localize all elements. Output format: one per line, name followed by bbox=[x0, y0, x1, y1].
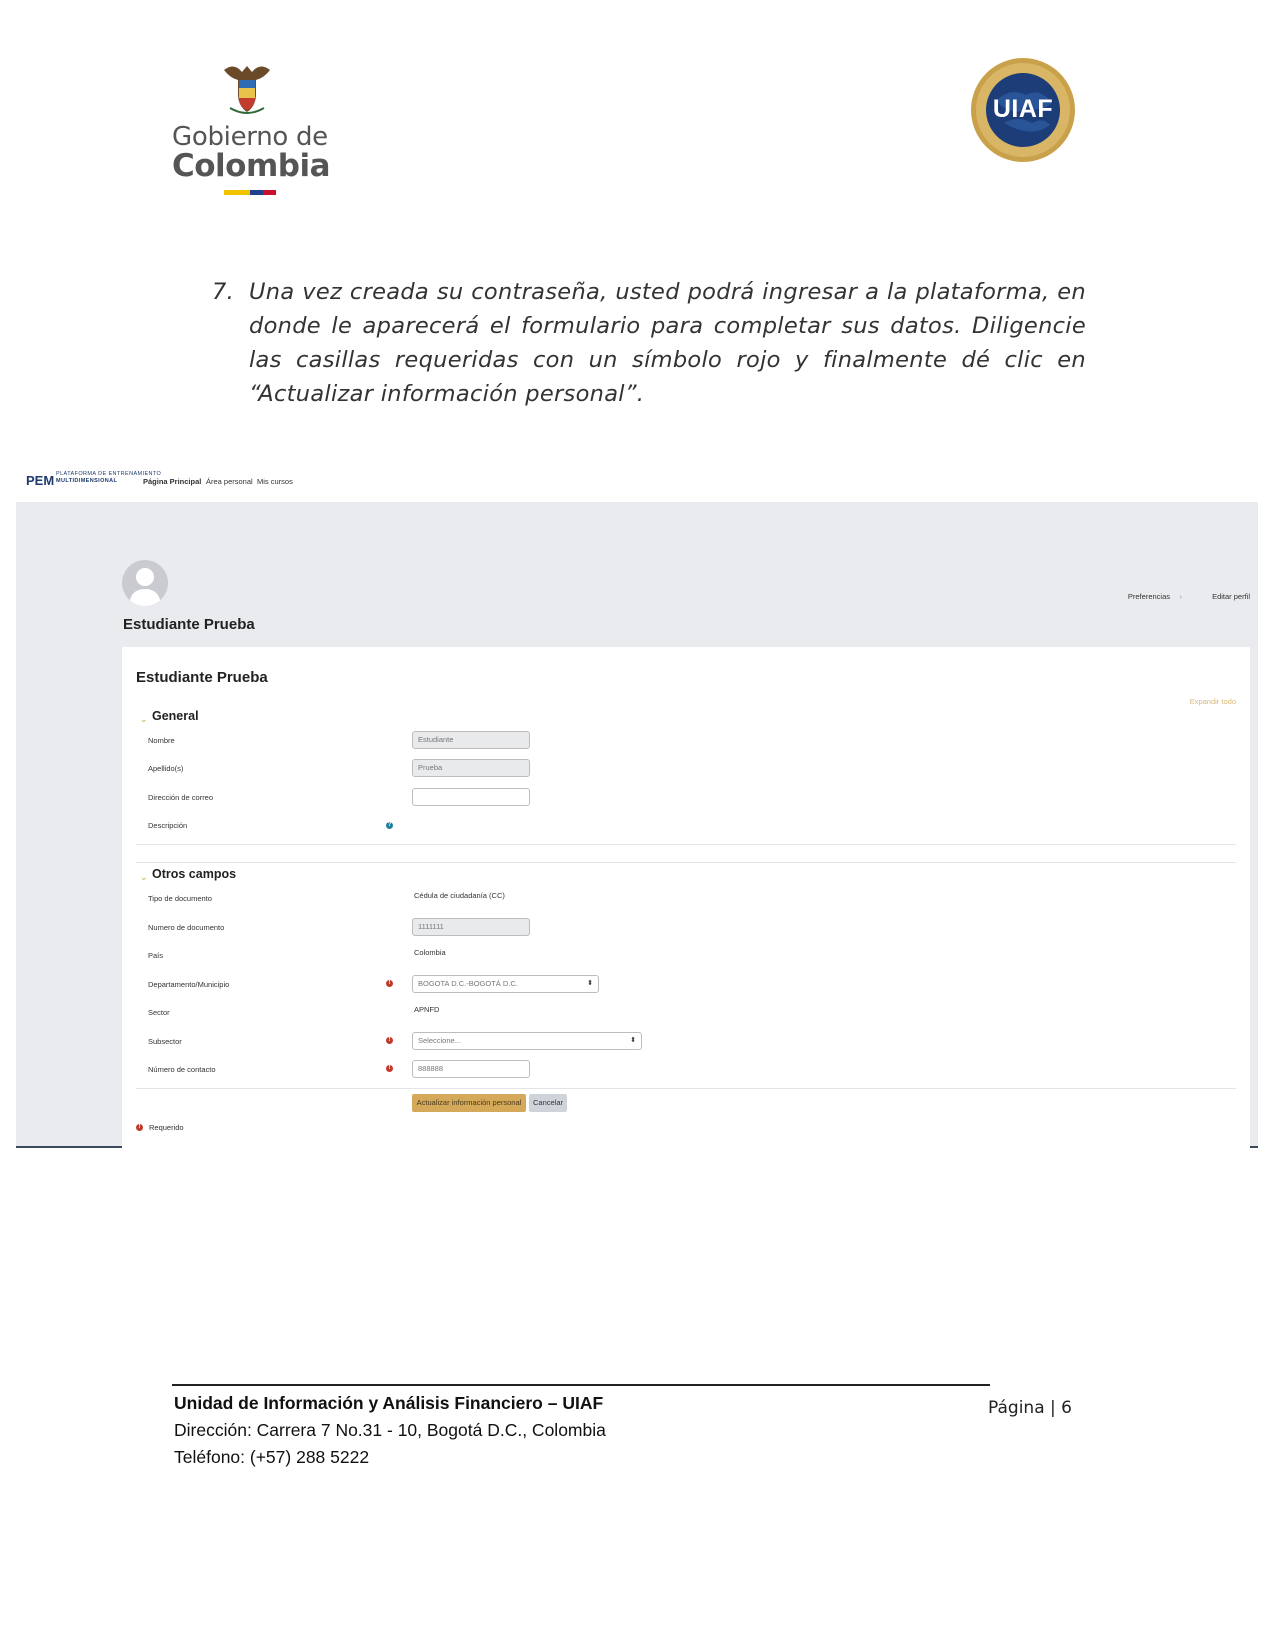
profile-page-body bbox=[16, 502, 1258, 1148]
cancel-button[interactable]: Cancelar bbox=[529, 1094, 567, 1112]
required-legend: Requerido bbox=[149, 1123, 184, 1132]
edit-profile-form bbox=[122, 647, 1250, 1173]
platform-screenshot bbox=[16, 460, 1258, 1148]
chevron-down-icon[interactable]: ⌄ bbox=[140, 872, 148, 882]
footer-organization: Unidad de Información y Análisis Financiero – UIAF bbox=[174, 1393, 604, 1413]
platform-navbar bbox=[16, 460, 1258, 502]
nav-link-my-courses[interactable]: Mis cursos bbox=[257, 477, 293, 486]
tipo-documento-value: Cédula de ciudadanía (CC) bbox=[414, 891, 505, 900]
gov-logo-line-1: Gobierno de bbox=[172, 122, 328, 152]
required-icon: ! bbox=[386, 1065, 393, 1072]
pais-value: Colombia bbox=[414, 948, 446, 957]
step-paragraph bbox=[212, 275, 1086, 411]
required-icon: ! bbox=[386, 1037, 393, 1044]
field-label-apellidos: Apellido(s) bbox=[148, 764, 184, 773]
uiaf-seal-logo bbox=[970, 57, 1076, 163]
update-profile-button[interactable]: Actualizar información personal bbox=[412, 1094, 526, 1112]
breadcrumb-edit-profile: Editar perfil bbox=[1212, 592, 1250, 601]
subsector-select[interactable]: Seleccione... ⬍ bbox=[412, 1032, 642, 1050]
nav-link-home[interactable]: Página Principal bbox=[143, 477, 202, 486]
pem-logo-subtitle: PLATAFORMA DE ENTRENAMIENTO MULTIDIMENSIONAL bbox=[56, 471, 162, 484]
breadcrumb-separator-icon: › bbox=[1179, 592, 1182, 601]
section-otros-campos-header[interactable]: Otros campos bbox=[152, 867, 237, 881]
numero-contacto-input[interactable]: 888888 bbox=[412, 1060, 530, 1078]
field-label-subsector: Subsector bbox=[148, 1037, 182, 1046]
field-label-tipo-documento: Tipo de documento bbox=[148, 894, 212, 903]
step-number: 7. bbox=[212, 279, 235, 305]
numero-documento-input[interactable]: 1111111 bbox=[412, 918, 530, 936]
help-icon[interactable]: ? bbox=[387, 822, 392, 828]
field-label-correo: Dirección de correo bbox=[148, 793, 214, 802]
chevron-down-icon[interactable]: ⌄ bbox=[140, 714, 148, 724]
section-general-header[interactable]: General bbox=[152, 709, 199, 723]
sector-value: APNFD bbox=[414, 1005, 440, 1014]
page-number: Página | 6 bbox=[988, 1398, 1072, 1418]
nav-link-dashboard[interactable]: Área personal bbox=[206, 477, 253, 486]
footer-phone: Teléfono: (+57) 288 5222 bbox=[174, 1447, 370, 1467]
footer-rule bbox=[172, 1384, 990, 1386]
colombia-coat-of-arms-icon bbox=[220, 60, 274, 120]
user-icon bbox=[122, 560, 168, 606]
uiaf-seal-text: UIAF bbox=[992, 95, 1054, 123]
select-arrow-icon: ⬍ bbox=[587, 980, 593, 987]
section-divider bbox=[136, 844, 1236, 845]
step-text: Una vez creada su contraseña, usted podrá ingresar a la plataforma, en donde le aparecerá el formulario para completar sus datos. Diligencie las casillas requeridas con un símbolo rojo y finalmente dé clic en “Actualizar información personal”. bbox=[249, 279, 1086, 407]
pem-logo[interactable]: PEM bbox=[26, 473, 55, 488]
section-divider bbox=[136, 862, 1236, 863]
field-label-pais: País bbox=[148, 951, 164, 960]
field-label-sector: Sector bbox=[148, 1008, 170, 1017]
expand-all-link[interactable]: Expandir todo bbox=[1189, 697, 1236, 706]
email-input[interactable] bbox=[412, 788, 530, 806]
departamento-select[interactable]: BOGOTA D.C.-BOGOTÁ D.C. ⬍ bbox=[412, 975, 599, 993]
field-label-descripcion: Descripción bbox=[148, 821, 188, 830]
footer-address: Dirección: Carrera 7 No.31 - 10, Bogotá D.C., Colombia bbox=[174, 1420, 606, 1440]
nombre-input[interactable]: Estudiante bbox=[412, 731, 530, 749]
gov-logo-line-2: Colombia bbox=[172, 148, 331, 184]
apellidos-input[interactable]: Prueba bbox=[412, 759, 530, 777]
form-title: Estudiante Prueba bbox=[136, 669, 268, 686]
profile-name: Estudiante Prueba bbox=[123, 616, 255, 633]
avatar[interactable] bbox=[122, 560, 168, 606]
breadcrumb-preferences[interactable]: Preferencias bbox=[1127, 592, 1170, 601]
field-label-nombre: Nombre bbox=[148, 736, 175, 745]
flag-color-bar bbox=[224, 190, 276, 195]
form-divider bbox=[136, 1088, 1236, 1089]
required-icon: ! bbox=[386, 980, 393, 987]
field-label-numero-contacto: Número de contacto bbox=[148, 1065, 216, 1074]
required-icon: ! bbox=[136, 1124, 143, 1131]
field-label-departamento: Departamento/Municipio bbox=[148, 980, 230, 989]
select-arrow-icon: ⬍ bbox=[630, 1037, 636, 1044]
field-label-numero-documento: Numero de documento bbox=[148, 923, 225, 932]
